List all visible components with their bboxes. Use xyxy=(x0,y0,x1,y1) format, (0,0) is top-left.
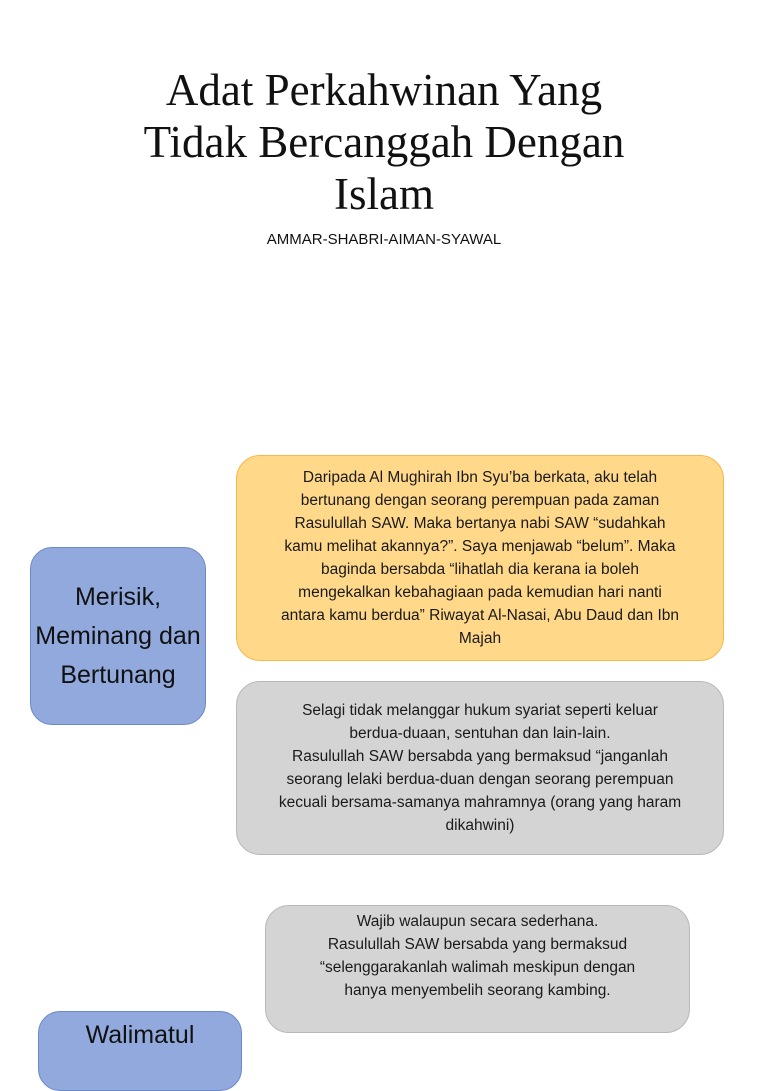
walimatul-label xyxy=(38,1011,242,1091)
condition-line: Rasulullah SAW bersabda yang bermaksud “janganlah xyxy=(292,748,668,765)
slide-title xyxy=(84,64,684,220)
slide-subtitle: AMMAR-SHABRI-AIMAN-SYAWAL xyxy=(266,231,502,248)
slide-title-line-2: Tidak Bercanggah Dengan xyxy=(143,117,625,167)
walimah-info-line: “selenggarakanlah walimah meskipun dengan xyxy=(319,959,636,976)
slide-title-line-3: Islam xyxy=(334,169,434,219)
label-line: Bertunang xyxy=(60,660,176,689)
label-line: dan xyxy=(158,621,201,650)
condition-text xyxy=(279,699,681,837)
condition-line: berdua-duaan, sentuhan dan lain-lain. xyxy=(349,725,611,742)
hadith-quote-line: antara kamu berdua” Riwayat Al-Nasai, Abu Daud dan Ibn xyxy=(280,607,680,624)
hadith-quote-line: Daripada Al Mughirah Ibn Syu’ba berkata, aku telah xyxy=(302,469,658,486)
hadith-quote-line: mengekalkan kebahagiaan pada kemudian hari nanti xyxy=(298,584,662,601)
hadith-quote-line: kamu melihat akannya?”. Saya menjawab “belum”. Maka xyxy=(284,538,676,555)
condition-line: Selagi tidak melanggar hukum syariat seperti keluar xyxy=(302,702,658,719)
label-line: Walimatul xyxy=(85,1021,195,1049)
walimah-info-line: Wajib walaupun secara sederhana. xyxy=(356,913,599,930)
walimah-info-line: hanya menyembelih seorang kambing. xyxy=(344,982,611,999)
condition-line: dikahwini) xyxy=(445,817,515,834)
walimah-info-box xyxy=(265,905,690,1033)
hadith-quote-line: bertunang dengan seorang perempuan pada zaman xyxy=(300,492,660,509)
label-line: Meminang xyxy=(35,621,153,650)
condition-line: kecuali bersama-samanya mahramnya (orang yang haram xyxy=(278,794,682,811)
hadith-quote-line: Rasulullah SAW. Maka bertanya nabi SAW “sudahkah xyxy=(294,515,666,532)
label-line: Merisik, xyxy=(74,582,162,611)
hadith-quote-text xyxy=(281,466,679,650)
condition-box xyxy=(236,681,724,855)
label-text xyxy=(31,578,205,695)
merisik-meminang-bertunang-label xyxy=(30,547,206,725)
walimah-info-line: Rasulullah SAW bersabda yang bermaksud xyxy=(327,936,628,953)
slide-title-line-1: Adat Perkahwinan Yang xyxy=(165,65,603,115)
condition-line: seorang lelaki berdua-duan dengan seorang perempuan xyxy=(286,771,674,788)
walimah-info-text xyxy=(320,910,635,1002)
hadith-quote-line: Majah xyxy=(458,630,502,647)
hadith-quote-box xyxy=(236,455,724,661)
hadith-quote-line: baginda bersabda “lihatlah dia kerana ia boleh xyxy=(320,561,639,578)
